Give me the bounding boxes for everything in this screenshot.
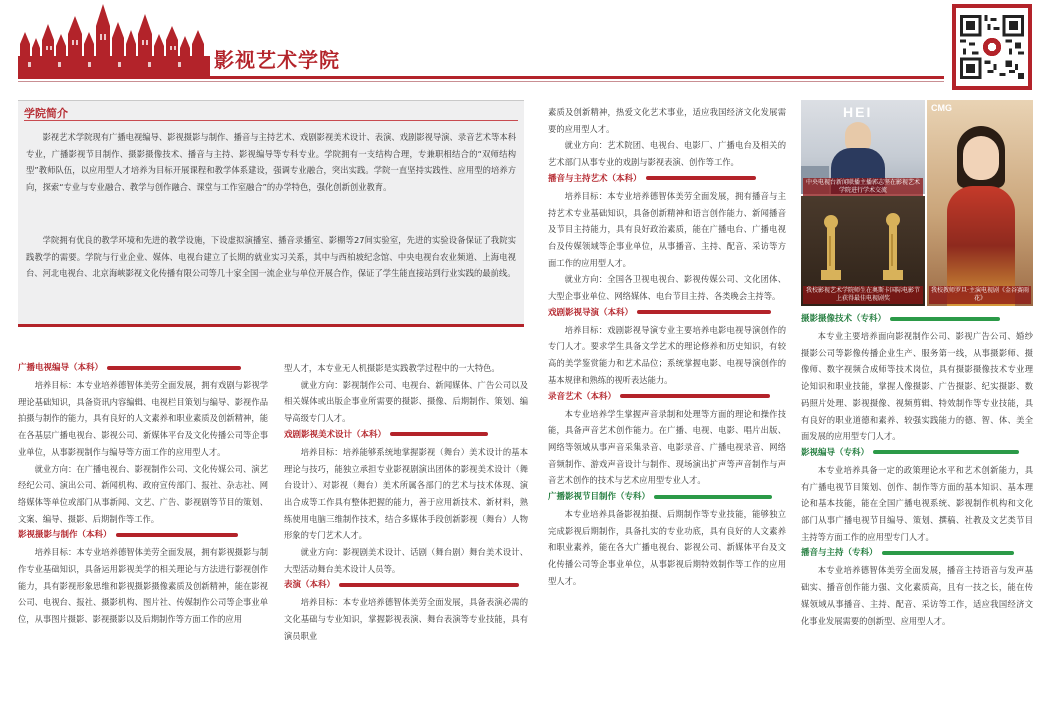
photo-wall-sign: HEI — [843, 104, 873, 120]
photo-caption-3: 我校教师罗旦·主演电视剧《金谷赛雨花》 — [929, 286, 1031, 304]
section-heading-broadcast-directing: 广播电视编导（本科） — [18, 360, 268, 377]
heading-bar — [646, 176, 756, 180]
section-heading-broadcasting-college: 播音与主持（专科） — [801, 545, 1033, 562]
heading-bar — [890, 317, 1000, 321]
section-paragraph: 本专业培养学生掌握声音录制和处理等方面的理论和操作技能，具备声音艺术创作能力。在广播、电视、电影、唱片出版、网络等领域从事声音采集录音、电影录音、广播电视录音、网络音频制作、游戏声音设计与制作、现场演出扩声等声音制作与声音艺术创作的技术与艺术应用型专业人才。 — [548, 408, 786, 486]
intro-bottom-bar — [18, 324, 524, 327]
qr-code-icon — [952, 4, 1032, 90]
section-paragraph: 培养目标：戏剧影视导演专业主要培养电影电视导演创作的专门人才。要求学生具备文学艺术的理论修养和历史知识，有较高的美学鉴赏能力和艺术品位；系统掌握电影、电视导演创作的基本规律和熟练的视听表达能力。 — [548, 324, 786, 385]
heading-bar — [107, 366, 241, 370]
section-paragraph: 培养目标：本专业培养德智体美劳全面发展，具备表演必需的文化基础与专业知识，掌握影视表演、舞台表演等专业技能，具有演员职业 — [284, 597, 528, 641]
heading-bar — [882, 551, 1014, 555]
castle-skyline-illustration — [18, 4, 210, 78]
section-heading-film-directing-college: 影视编导（专科） — [801, 445, 1033, 462]
section-heading-performance: 表演（本科） — [284, 577, 528, 594]
section-heading-film-directing: 戏剧影视导演（本科） — [548, 305, 786, 322]
section-paragraph: 型人才，本专业无人机摄影是实践教学过程中的一大特色。 — [284, 363, 500, 373]
heading-bar — [873, 450, 1019, 454]
heading-bar — [339, 583, 519, 587]
intro-paragraph-2: 学院拥有优良的教学环境和先进的教学设施，下设虚拟演播室、播音录播室、影棚等27间实验室，先进的实验设备保证了我院实践教学的需要。学院与行业企业、媒体、电视台建立了长期的就业实习关系，其中与西柏坡纪念馆、中央电视台农业频道、上海电视台、河北电视台、北京海峡影视文化传播有限公司等几十家全国一流企业与单位开展合作，保证了学生能直接站到行业实践的最前线。 — [26, 235, 516, 278]
section-paragraph: 培养目标：培养能够系统地掌握影视（舞台）美术设计的基本理论与技巧，能独立承担专业影视剧演出团体的影视美术设计（舞台设计）、对影视（舞台）美术所属各部门的艺术与技术体现、演出合成等工作具有整体把握的能力，善于应用新技术、新材料，熟练使用电脑三维制作技术，结合多媒体手段创新影视（舞台）人物形象的专门艺术人才。 — [284, 446, 528, 541]
heading-bar — [116, 533, 238, 537]
column-4 — [801, 311, 1033, 629]
drama-title-art — [953, 240, 1009, 270]
section-heading-stage-art-design: 戏剧影视美术设计（本科） — [284, 427, 528, 444]
header-divider — [18, 76, 944, 79]
section-heading-recording-art: 录音艺术（本科） — [548, 389, 786, 406]
heading-bar — [654, 495, 772, 499]
photo-collage — [801, 100, 1033, 306]
section-paragraph: 就业方向：艺术院团、电视台、电影厂、广播电台及相关的艺术部门从事专业的戏剧与影视表演、创作等工作。 — [548, 140, 786, 168]
intro-heading: 学院简介 — [24, 107, 68, 120]
section-paragraph: 培养目标：本专业培养德智体美劳全面发展，拥有戏剧与影视学理论基础知识，具备资讯内容编辑、电视栏目策划与编导、影视作品拍摄与制作的能力，具有良好的人文素养和职业素质及创新精神，能在各基层广播电视台、影视公司、新媒体平台及文化传播公司等企事业单位，从事影视制作与编导等方面工作的应用型人才。 — [18, 380, 268, 457]
section-heading-film-photography: 影视摄影与制作（本科） — [18, 527, 268, 544]
face — [963, 136, 999, 180]
section-paragraph: 本专业主要培养面向影视制作公司、影视广告公司、婚纱摄影公司等影像传播企业生产、服务第一线，从事摄影师、摄像师、数字视频合成师等技术岗位，具有摄影摄像技术专业理论知识和职业技能，掌握人像摄影、广告摄影、纪实摄影、数码照片处理、影视摄像、视频剪辑、特效制作等专业技能，具有良好的职业道德和素养、较强实践能力的德、智、体、美全面发展的应用型专门人才。 — [801, 331, 1033, 442]
column-1 — [18, 360, 268, 628]
section-paragraph: 培养目标：本专业培养德智体美劳全面发展，拥有播音与主持艺术专业基础知识，具备创新精神和语言创作能力、新闻播音及节目主持能力，具有良好政治素质，能在广播电台、广播电视台及传媒领域等企事业单位，从事播音、主持、配音、采访等方面工作的应用型人才。 — [548, 190, 786, 268]
heading-bar — [637, 310, 771, 314]
section-paragraph: 本专业培养德智体美劳全面发展，播音主持语音与发声基础实、播音创作能力强、文化素质高，且有一技之长，能在传媒领域从事播音、主持、配音、采访等工作，适应我国经济文化事业发展需要的创新型、应用型人才。 — [801, 565, 1033, 626]
heading-bar — [620, 394, 770, 398]
photo-caption-2: 我校影视艺术学院师生在奥斯卡国际电影节上获得最佳电视剧奖 — [803, 286, 923, 304]
section-paragraph: 本专业培养具备一定的政策理论水平和艺术创新能力，具有广播电视节目策划、创作、制作等方面的基本知识、基本理论和基本技能，能在全国广播电视系统、影视制作机构和文化部门从事广播电视节目编导、策划、撰稿、社教及文艺类节目主持等方面工作的应用型专门人才。 — [801, 464, 1033, 542]
section-heading-broadcasting-hosting: 播音与主持艺术（本科） — [548, 171, 786, 188]
college-intro-box — [18, 100, 524, 327]
section-heading-program-production: 广播影视节目制作（专科） — [548, 489, 786, 506]
intro-paragraph-1: 影视艺术学院现有广播电视编导、影视摄影与制作、播音与主持艺术、戏剧影视美术设计、表演、戏剧影视导演、录音艺术等本科专业，广播影视节目制作、摄影摄像技术、播音与主持、影视编导等专科专业。学院拥有一支结构合理，专兼职相结合的“双师结构型”教师队伍，以应用型人才培养为目标开展课程和教学体系建设，强调专业融合，突出实践。学院一直坚持实践性、应用型的培养方向，探索“专业与专业融合、教学与创作融合、课堂与工作室融合”的办学特色，强化创新创业教育。 — [26, 132, 516, 192]
photo-drama-still — [927, 100, 1033, 306]
section-paragraph: 培养目标：本专业培养德智体美劳全面发展，拥有影视摄影与制作专业基础知识，具备运用影视美学的相关理论与方法进行影视创作能力，具有影视形象思维和影视摄影摄像素质及创新精神，能在影视公司、电视台、报社、摄影机构、图片社、传媒制作公司等企事业单位，从事图片摄影、影视摄影以及后期制作等方面工作的应用 — [18, 547, 268, 625]
section-paragraph: 就业方向：全国各卫视电视台、影视传媒公司、文化团体、大型企事业单位、网络媒体、电台节目主持、各类晚会主持等。 — [548, 274, 786, 302]
heading-bar — [390, 432, 488, 436]
section-heading-photo-video-tech: 摄影摄像技术（专科） — [801, 311, 1033, 328]
photo-caption-1: 中央电视台新闻联播主播郭志坚在影视艺术学院进行学术交流 — [803, 178, 923, 196]
intro-divider — [24, 120, 518, 121]
section-paragraph: 就业方向：在广播电视台、影视制作公司、文化传媒公司、演艺经纪公司、演出公司、新闻机构、政府宣传部门、报社、杂志社、网络媒体等单位或部门从事新闻、文艺、广告、影视剧等节目的策划、文案、编导、摄影、后期制作等工作。 — [18, 463, 268, 524]
column-2 — [284, 360, 528, 645]
section-paragraph: 素质及创新精神，热爱文化艺术事业，适应我国经济文化发展需要的应用型人才。 — [548, 107, 786, 134]
tv-station-logo: CMG — [931, 103, 952, 113]
column-3 — [548, 104, 786, 590]
page-header — [0, 0, 1051, 95]
section-paragraph: 就业方向：影视剧美术设计、话剧（舞台剧）舞台美术设计、大型活动舞台美术设计人员等。 — [284, 547, 528, 574]
section-paragraph: 就业方向：影视制作公司、电视台、新闻媒体、广告公司以及相关媒体或出版企事业所需要的摄影、摄像、后期制作、策划、编导高级专门人才。 — [284, 379, 528, 424]
header-divider-thin — [18, 81, 944, 82]
section-paragraph: 本专业培养具备影视拍摄、后期制作等专业技能，能够独立完成影视后期制作，具备扎实的专业功底，具有良好的人文素养和职业素养，能在各大广播电视台、影视公司、新媒体平台及文化传播公司等企事业单位，从事影视后期特效制作等工作的应用型人才。 — [548, 509, 786, 586]
page-title: 影视艺术学院 — [214, 48, 340, 72]
